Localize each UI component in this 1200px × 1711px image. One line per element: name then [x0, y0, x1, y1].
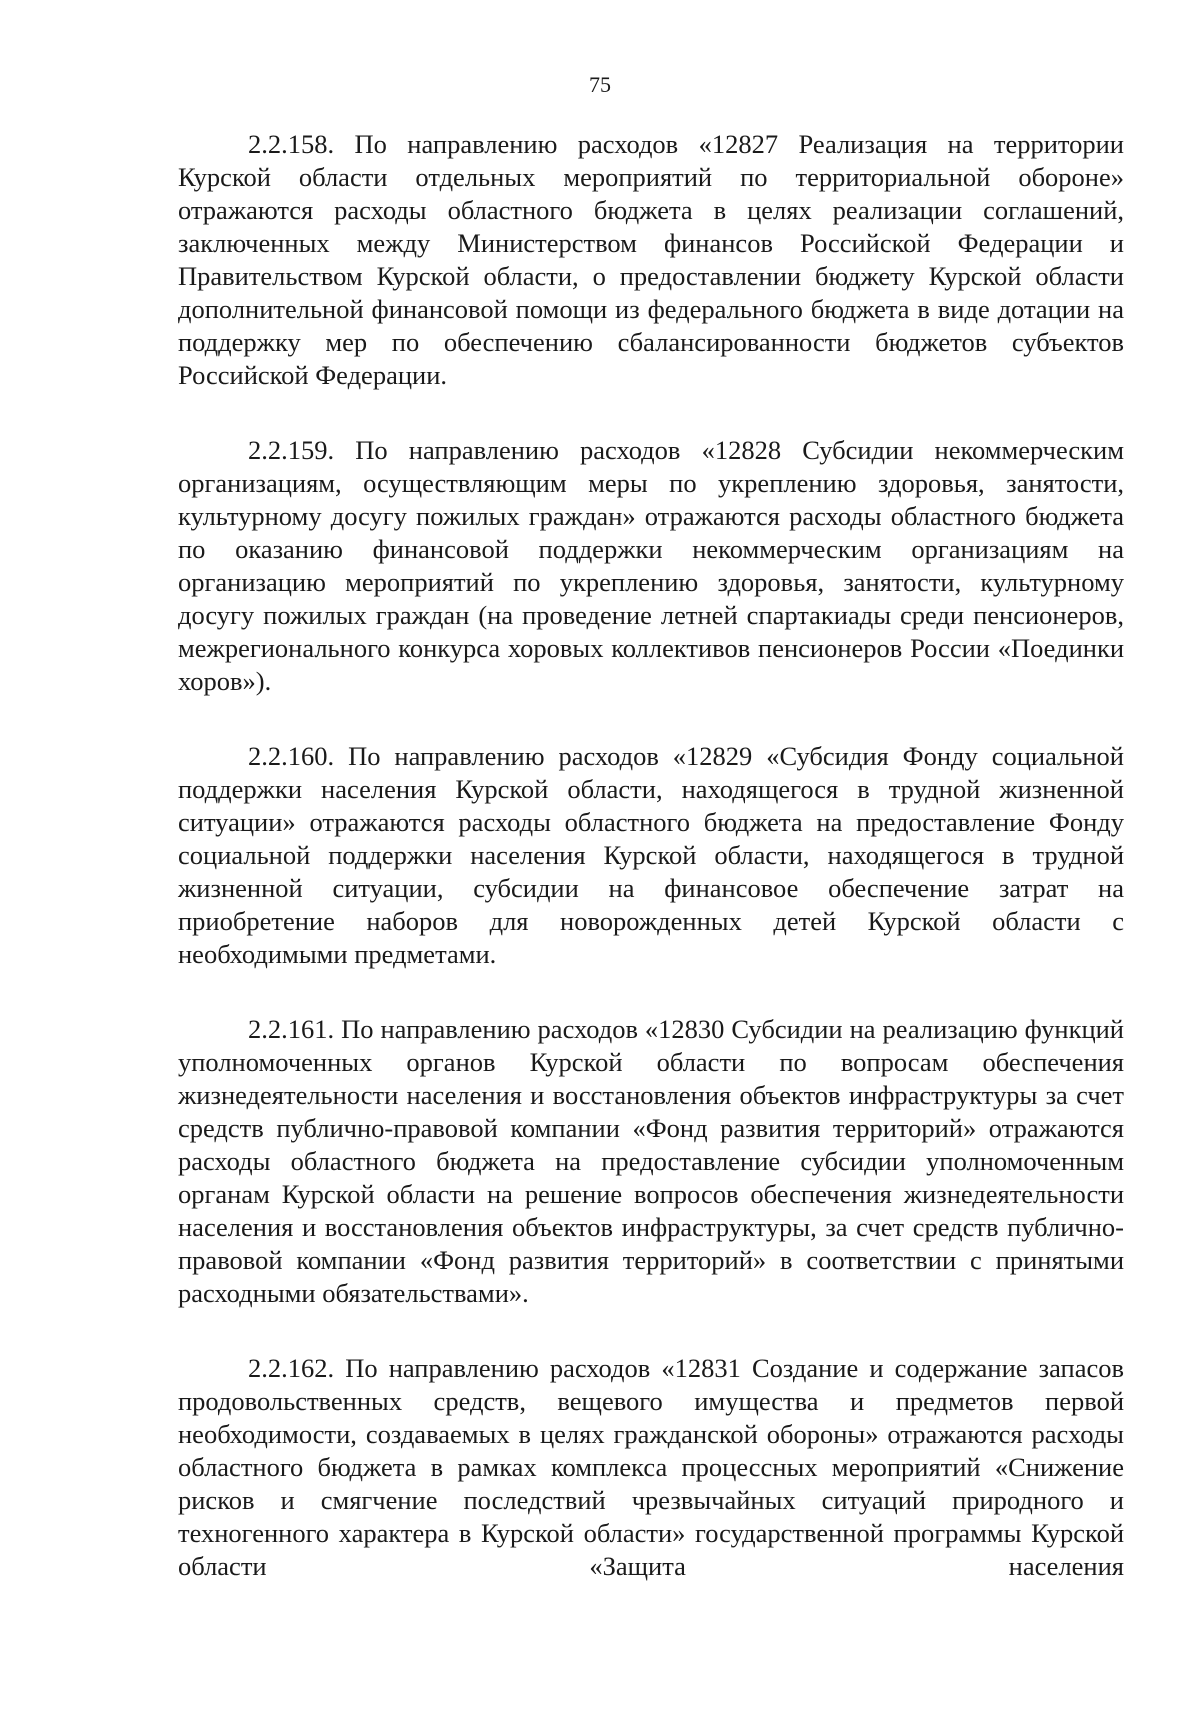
paragraph-2-2-161: 2.2.161. По направлению расходов «12830 Субсидии на реализацию функций уполномоченных органов Курской области по вопросам обеспечения жизнедеятельности населения и восстановления объектов инфраструктуры за счет средств публично-правовой компании «Фонд развития территорий» отражаются расходы областного бюджета на предоставление субсидии уполномоченным органам Курской области на решение вопросов обеспечения жизнедеятельности населения и восстановления объектов инфраструктуры, за счет средств публично-правовой компании «Фонд развития территорий» в соответствии с принятыми расходными обязательствами».	[178, 1014, 1124, 1308]
paragraph-2-2-158: 2.2.158. По направлению расходов «12827 Реализация на территории Курской области отдельных мероприятий по территориальной обороне» отражаются расходы областного бюджета в целях реализации соглашений, заключенных между Министерством финансов Российской Федерации и Правительством Курской области, о предоставлении бюджету Курской области дополнительной финансовой помощи из федерального бюджета в виде дотации на поддержку мер по обеспечению сбалансированности бюджетов субъектов Российской Федерации.	[178, 129, 1124, 390]
paragraph-2-2-159: 2.2.159. По направлению расходов «12828 Субсидии некоммерческим организациям, осуществляющим меры по укреплению здоровья, занятости, культурному досугу пожилых граждан» отражаются расходы областного бюджета по оказанию финансовой поддержки некоммерческим организациям на организацию мероприятий по укреплению здоровья, занятости, культурному досугу пожилых граждан (на проведение летней спартакиады среди пенсионеров, межрегионального конкурса хоровых коллективов пенсионеров России «Поединки хоров»).	[178, 435, 1124, 696]
page-number: 75	[589, 72, 611, 97]
paragraph-2-2-160: 2.2.160. По направлению расходов «12829 «Субсидия Фонду социальной поддержки населения Курской области, находящегося в трудной жизненной ситуации» отражаются расходы областного бюджета на предоставление Фонду социальной поддержки населения Курской области, находящегося в трудной жизненной ситуации, субсидии на финансовое обеспечение затрат на приобретение наборов для новорожденных детей Курской области с необходимыми предметами.	[178, 741, 1124, 969]
paragraph-2-2-162: 2.2.162. По направлению расходов «12831 Создание и содержание запасов продовольственных средств, вещевого имущества и предметов первой необходимости, создаваемых в целях гражданской обороны» отражаются расходы областного бюджета в рамках комплекса процессных мероприятий «Снижение рисков и смягчение последствий чрезвычайных ситуаций природного и техногенного характера в Курской области» государственной программы Курской области «Защита населения	[178, 1353, 1124, 1581]
document-body	[178, 128, 1124, 1583]
